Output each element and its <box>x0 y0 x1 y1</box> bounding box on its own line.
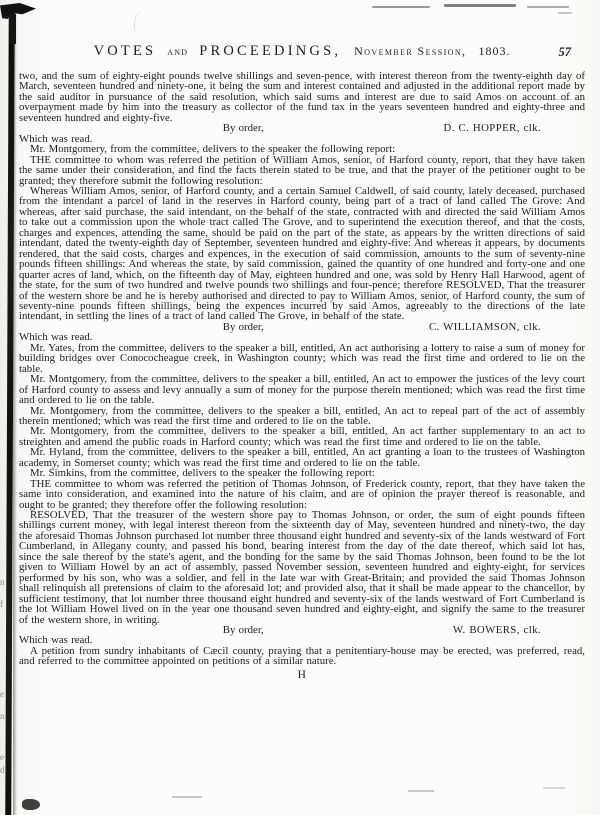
paragraph: Mr. Simkins, from the committee, delivers to the speaker the following report: <box>30 467 375 480</box>
which-was-read-line: Which was read. <box>19 331 93 344</box>
scan-streak <box>444 4 516 7</box>
paragraph: Mr. Montgomery, from the committee, delivers to the speaker a bill, entitled, An act farther supplementary to an act to streighten and amend the public roads in Harford county; which was read the first time and ordered to lie on the table. <box>19 425 585 448</box>
by-order-label: By order, <box>222 320 264 333</box>
scan-faint-mark <box>133 11 147 34</box>
signature-mark: H <box>297 668 307 681</box>
scan-streak <box>558 12 572 14</box>
binding-shadow <box>13 13 17 815</box>
scan-streak <box>372 6 430 8</box>
clerk-signature: D. C. HOPPER, clk. <box>443 122 541 135</box>
scan-dash <box>543 787 565 789</box>
page-header <box>19 42 585 60</box>
header-title-and: and <box>167 46 189 58</box>
page-bleed-text: d <box>0 765 5 775</box>
paragraph: Mr. Hyland, from the committee, delivers to the speaker a bill, entitled, An act granting a loan to the trustees of Washington academy, in Somerset county; which was read the first time and ordered to lie on the table. <box>19 446 585 469</box>
by-order-label: By order, <box>222 624 264 637</box>
attestation-line <box>19 625 585 635</box>
header-session: November Session, <box>354 44 467 58</box>
clerk-signature: C. WILLIAMSON, clk. <box>428 320 541 333</box>
scan-dash <box>172 796 202 798</box>
page-bleed-text: f <box>0 599 3 609</box>
page-number: 57 <box>558 45 571 59</box>
page-bleed-text: n <box>0 577 5 587</box>
paragraph: Mr. Yates, from the committee, delivers to the speaker a bill, entitled, An act authorising a lottery to raise a sum of money for building bridges over Conococheague creek, in Washington county; which was read the first time and ordered to lie on the table. <box>19 341 585 375</box>
page-bleed-text: e <box>0 752 4 762</box>
scan-streak <box>527 6 569 8</box>
scan-smudge-bottom-left <box>22 799 40 810</box>
scan-smudge-top-left <box>0 3 36 19</box>
paragraph: RESOLVED, That the treasurer of the western shore pay to Thomas Johnson, or order, the sum of eight pounds fifteen shillings current money, with legal interest thereon from the sixteenth day of May, seventeen hundred and ninety-two, the day the aforesaid Thomas Johnson purchased lot number three thousand eight hundred and seventy-six of the lands westward of Fort Cumberland, in Allegany county, and passed his bond, bearing interest from the day of the date thereof, which said lot has, since the sale thereof by the state's agent, and the bonding for the same by the said Thomas Johnson, been found to be the lot given to William Howel by an act of assembly, passed November session, seventeen hundred and eighty-eight, for services performed by his son, who was a soldier, and fell in the late war with Great-Britain; and provided the said Thomas Johnson shall relinquish all pretensions of claim to the aforesaid lot; and provided also, that it shall be made appear to the chancellor, by sufficient testimony, that lot number three thousand eight hundred and seventy-six of the lands westward of Fort Cumberland is the lot William Howel lived on in the year one thousand seven hundred and eighty-eight, and signify the same to the treasurer of the western shore, in writing. <box>19 509 585 626</box>
clerk-signature: W. BOWERS, clk. <box>452 624 541 637</box>
paragraph: Whereas William Amos, senior, of Harford county, and a certain Samuel Caldwell, of said county, lately deceased, purchased from the intendant a parcel of land in the reserves in Harford county, being part of a tract of land called The Grove: And whereas, after said purchase, the said intendant, on the behalf of the state, contracted with and directed the said William Amos to take out a commission upon the whole tract called The Grove, and to superintend the execution thereof, and that the costs, charges and expences, attending the same, should be paid on the part of the state, as appears by the written directions of said intendant, dated the twenty-eighth day of September, seventeen hundred and eighty-five: And whereas it appears, by documents rendered, that the said costs, charges and expences, in the execution of said commission, amounts to the sum of seventy-nine pounds fifteen shillings: And whereas the state, by said commission, gained the quantity of one hundred and forty-one and one quarter acres of land, which, on the fifteenth day of May, eighteen hundred and one, was sold by Henry Hall Harwood, agent of the state, for the sum of two hundred and twelve pounds two shillings and four-pence; therefore RESOLVED, That the treasurer of the western shore be and he is hereby authorised and directed to pay to William Amos, senior, of Harford county, the sum of seventy-nine pounds fifteen shillings, being the expences incurred by said Amos, agreeably to the directions of the late intendant, in settling the lines of a tract of land called The Grove, in behalf of the state. <box>19 184 585 323</box>
paragraph: THE committee to whom was referred the petition of Thomas Johnson, of Frederick county, report, that they have taken the same into consideration, and examined into the nature of his claim, and are of opinion the prayer thereof is reasonable, and ought to be granted; they therefore offer the following resolution: <box>19 477 585 511</box>
page-bleed-text: e <box>0 689 4 699</box>
paragraph: Mr. Montgomery, from the committee, delivers to the speaker the following report: <box>30 143 396 156</box>
paragraph: A petition from sundry inhabitants of Cæcil county, praying that a penitentiary-house may be erected, was preferred, read, and referred to the committee appointed on petitions of a similar nature. <box>19 644 585 668</box>
header-title-proceedings: PROCEEDINGS, <box>199 43 342 59</box>
header-title-votes: VOTES <box>93 43 157 59</box>
page-bleed-text: n <box>0 711 5 721</box>
attestation-line <box>19 322 585 332</box>
by-order-label: By order, <box>222 122 264 135</box>
which-was-read-line: Which was read. <box>19 634 93 647</box>
scan-smudge-top-left-tail <box>9 14 16 44</box>
attestation-line <box>19 123 585 133</box>
scan-dash <box>408 790 434 792</box>
which-was-read-line: Which was read. <box>19 132 93 145</box>
paragraph: THE committee to whom was referred the petition of William Amos, senior, of Harford county, report, that they have taken the same under their consideration, and find the facts therein stated to be true, and that the prayer of the petitioner ought to be granted; they therefore submit the following resolution: <box>19 153 585 187</box>
paragraph: two, and the sum of eighty-eight pounds twelve shillings and seven-pence, with interest thereon from the twenty-eighth day of March, seventeen hundred and ninety-one, it being the sum and interest contained and adjusted in the additional report made by the said auditor in pursuance of the said resolution, which said sums and interest are due to said Amos on account of an overpayment made by him into the treasury as collector of the fund tax in the years seventeen hundred and eighty-three and seventeen hundred and eighty-five. <box>19 70 585 124</box>
paragraph: Mr. Montgomery, from the committee, delivers to the speaker a bill, entitled, An act to empower the justices of the levy court of Harford county to assess and levy annually a sum of money for the purpose therein mentioned; which was read the first time and ordered to lie on the table. <box>19 373 585 407</box>
paragraph: Mr. Montgomery, from the committee, delivers to the speaker a bill, entitled, An act to repeal part of the act of assembly therein mentioned; which was read the first time and ordered to lie on the table. <box>19 404 585 427</box>
header-year: 1803. <box>478 44 511 58</box>
document-body <box>19 71 585 680</box>
